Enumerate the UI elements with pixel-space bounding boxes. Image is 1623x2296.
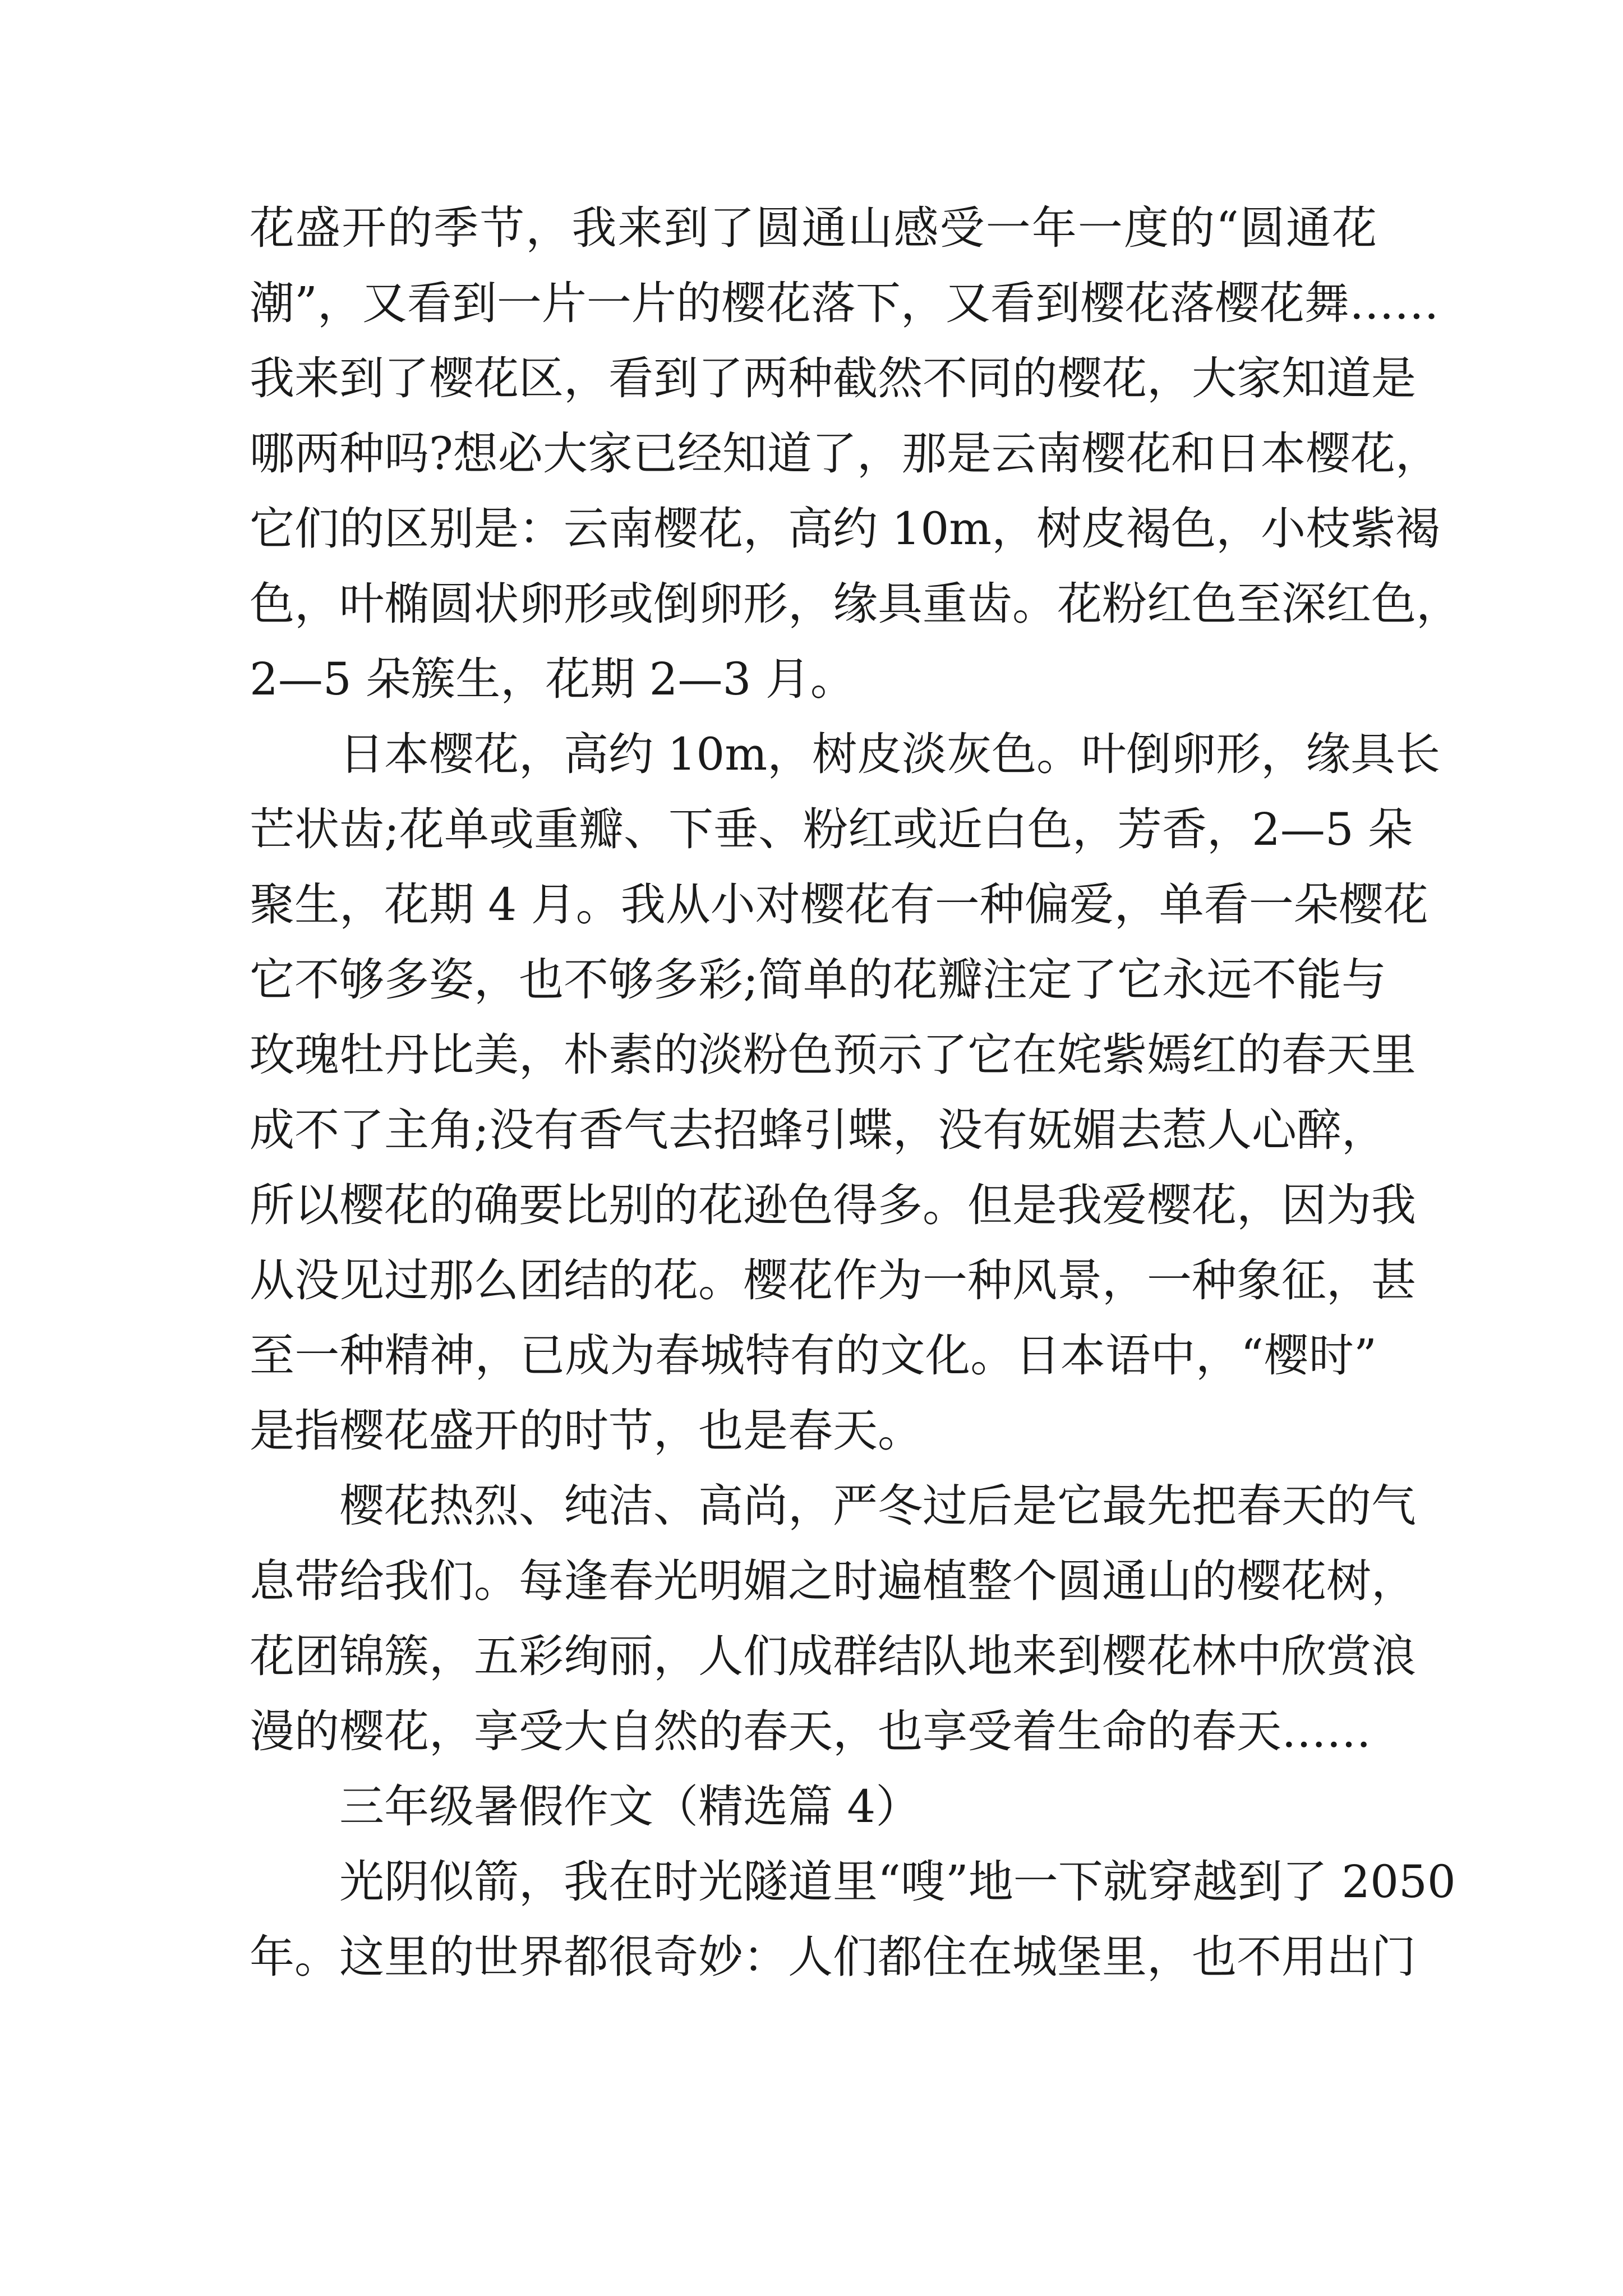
essay-text bbox=[250, 191, 1461, 1995]
text-line: 年。这里的世界都很奇妙：人们都住在城堡里，也不用出门 bbox=[250, 1931, 1416, 1983]
text-line: 聚生，花期 4 月。我从小对樱花有一种偏爱，单看一朵樱花 bbox=[250, 878, 1428, 931]
paragraph-start-line: 日本樱花，高约 10m，树皮淡灰色。叶倒卵形，缘具长 bbox=[339, 728, 1441, 780]
text-line: 我来到了樱花区，看到了两种截然不同的樱花，大家知道是 bbox=[250, 352, 1416, 404]
text-line: 从没见过那么团结的花。樱花作为一种风景，一种象征，甚 bbox=[250, 1254, 1416, 1306]
text-line: 漫的樱花，享受大自然的春天，也享受着生命的春天…… bbox=[250, 1705, 1371, 1757]
text-line: 芒状齿;花单或重瓣、下垂、粉红或近白色，芳香，2—5 朵 bbox=[250, 803, 1413, 855]
text-line: 所以樱花的确要比别的花逊色得多。但是我爱樱花，因为我 bbox=[250, 1179, 1416, 1231]
section-heading: 三年级暑假作文（精选篇 4） bbox=[339, 1780, 921, 1833]
text-line: 息带给我们。每逢春光明媚之时遍植整个圆通山的樱花树， bbox=[250, 1555, 1416, 1607]
text-line: 潮”，又看到一片一片的樱花落下，又看到樱花落樱花舞…… bbox=[250, 277, 1439, 329]
text-line: 玫瑰牡丹比美，朴素的淡粉色预示了它在姹紫嫣红的春天里 bbox=[250, 1029, 1416, 1081]
text-line: 它不够多姿，也不够多彩;简单的花瓣注定了它永远不能与 bbox=[250, 954, 1386, 1006]
text-line: 它们的区别是：云南樱花，高约 10m，树皮褐色，小枝紫褐 bbox=[250, 503, 1441, 555]
text-line: 色，叶椭圆状卵形或倒卵形，缘具重齿。花粉红色至深红色， bbox=[250, 578, 1461, 630]
text-line: 2—5 朵簇生，花期 2—3 月。 bbox=[250, 653, 855, 705]
text-line: 至一种精神，已成为春城特有的文化。日本语中，“樱时” bbox=[250, 1329, 1377, 1382]
text-line: 花盛开的季节，我来到了圆通山感受一年一度的“圆通花 bbox=[250, 202, 1377, 254]
text-line: 是指樱花盛开的时节，也是春天。 bbox=[250, 1405, 923, 1457]
text-line: 花团锦簇，五彩绚丽，人们成群结队地来到樱花林中欣赏浪 bbox=[250, 1630, 1416, 1682]
paragraph-start-line: 光阴似箭，我在时光隧道里“嗖”地一下就穿越到了 2050 bbox=[339, 1856, 1456, 1908]
paragraph-start-line: 樱花热烈、纯洁、高尚，严冬过后是它最先把春天的气 bbox=[339, 1480, 1416, 1532]
text-line: 哪两种吗?想必大家已经知道了，那是云南樱花和日本樱花， bbox=[250, 427, 1440, 480]
text-line: 成不了主角;没有香气去招蜂引蝶，没有妩媚去惹人心醉， bbox=[250, 1104, 1386, 1156]
